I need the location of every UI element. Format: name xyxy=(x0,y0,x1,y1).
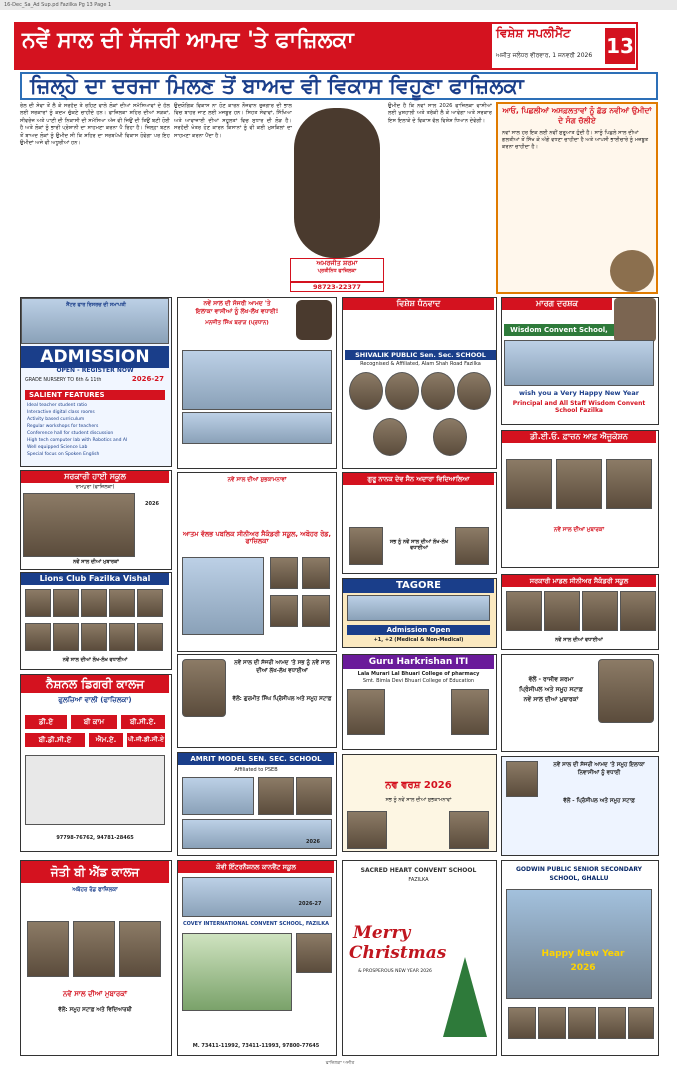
wish-name: ਮਨਜੀਤ ਸਿੰਘ ਬਰਾੜ (ਪ੍ਰਧਾਨ) xyxy=(205,320,269,326)
group-photo xyxy=(23,493,135,557)
feature-item: Well equipped Science Lab xyxy=(27,445,88,450)
aside-body: ਨਵਾਂ ਸਾਲ ਹਰ ਇਕ ਲਈ ਨਵੀਂ ਸ਼ੁਰੂਆਤ ਹੁੰਦੀ ਹੈ। ਸਾਨੂੰ ਪਿਛਲੇ ਸਾਲ ਦੀਆਂ ਗਲਤੀਆਂ ਤੋਂ ਸਿੱਖ ਕੇ ਅੱਗੇ ਵਧਣਾ ਚਾਹੀਦਾ ਹੈ ਅਤੇ ਆਪਸੀ ਭਾਈਚਾਰੇ ਨੂੰ ਮਜ਼ਬੂਤ ਕਰਨਾ ਚਾਹੀਦਾ ਹੈ। xyxy=(502,130,649,150)
lions-wish: ਨਵੇਂ ਸਾਲ ਦੀਆਂ ਲੱਖ-ਲੱਖ ਵਧਾਈਆਂ xyxy=(62,657,128,663)
person-photo xyxy=(628,1007,654,1039)
marg-title: ਮਾਰਗ ਦਰਸ਼ਕ xyxy=(502,298,612,310)
govt-sub: ਰਾਮਪੁਰਾ (ਫਾਜ਼ਿਲਕਾ) xyxy=(75,484,115,490)
principal-line-3: ਨਵੇਂ ਸਾਲ ਦੀਆਂ ਮੁਬਾਰਕਾਂ xyxy=(523,696,579,703)
person-photo xyxy=(538,1007,566,1039)
print-header: 16-Dec_Sa_Ad Sup.pd Fazilka Pg 13 Page 1 xyxy=(0,0,677,10)
ad-tagore xyxy=(342,578,497,648)
person-photo xyxy=(270,595,298,627)
person-photo xyxy=(606,459,652,509)
shivalik-sub: Recognised & Affiliated, Alam Shah Road Fazilka xyxy=(360,361,481,367)
marg-sign: Principal and All Staff Wisdom Convent School Fazilka xyxy=(512,400,646,414)
national-phone: 97798-76762, 94781-28465 xyxy=(56,835,134,841)
covey-eng: COVEY INTERNATIONAL CONVENT SCHOOL, FAZILKA xyxy=(183,921,329,927)
ad-principal xyxy=(501,654,659,752)
person-photo xyxy=(109,589,135,617)
person-photo xyxy=(373,418,407,456)
building-photo xyxy=(182,412,332,444)
person-photo xyxy=(270,557,298,589)
godwin-year: 2026 xyxy=(570,963,596,973)
wish-line-1: ਨਵੇਂ ਸਾਲ ਦੀ ਸੱਜਰੀ ਆਮਦ 'ਤੇ xyxy=(203,300,271,307)
ad-guru-nanak xyxy=(342,472,497,574)
person-photo xyxy=(620,591,656,631)
features-title: SALIENT FEATURES xyxy=(25,390,165,400)
nav-varsh-sub: ਸਭ ਨੂੰ ਨਵੇਂ ਸਾਲ ਦੀਆਂ ਸ਼ੁਭਕਾਮਨਾਵਾਂ xyxy=(385,797,452,803)
course-badge: ਬੀ ਕਾਮ xyxy=(71,715,117,729)
feature-item: Regular workshops for teachers xyxy=(27,424,99,429)
joti-wish: ਨਵੇਂ ਸਾਲ ਦੀਆਂ ਮੁਬਾਰਕਾਂ xyxy=(63,990,127,998)
tagore-classes: +1, +2 (Medical & Non-Medical) xyxy=(373,637,464,643)
school-building-photo xyxy=(182,877,332,917)
article-column-1: ਰੇਲ ਦੀ ਸੇਵਾ ਤੋਂ ਲੈ ਕੇ ਸਰਹੱਦ ਤੇ ਰਹਿਣ ਵਾਲੇ ਲੋਕਾਂ ਦੀਆਂ ਸਮੱਸਿਆਵਾਂ ਦੇ ਹੱਲ ਲਈ ਸਰਕਾਰਾਂ ਨੂੰ ਕਦਮ ਚੁੱਕਣੇ ਚਾਹੀਦੇ ਹਨ। ਫਾਜ਼ਿਲਕਾ ਸ਼ਹਿਰ ਦੀਆਂ ਸੜਕਾਂ, ਸੀਵਰੇਜ ਅਤੇ ਪਾਣੀ ਦੀ ਨਿਕਾਸੀ ਦੀ ਸਮੱਸਿਆ ਅੱਜ ਵੀ ਜਿਉਂ ਦੀ ਤਿਉਂ ਬਣੀ ਹੋਈ ਹੈ ਅਤੇ ਲੋਕਾਂ ਨੂੰ ਭਾਰੀ ਪ੍ਰੇਸ਼ਾਨੀ ਦਾ ਸਾਹਮਣਾ ਕਰਨਾ ਪੈ ਰਿਹਾ ਹੈ। ਜ਼ਿਲ੍ਹਾ ਬਣਨ ਤੋਂ ਬਾਅਦ ਲੋਕਾਂ ਨੂੰ ਉਮੀਦ ਸੀ ਕਿ ਸ਼ਹਿਰ ਦਾ ਸਰਬਪੱਖੀ ਵਿਕਾਸ ਹੋਵੇਗਾ ਪਰ ਇਹ ਉਮੀਦਾਂ ਅਜੇ ਵੀ ਅਧੂਰੀਆਂ ਹਨ। xyxy=(20,103,170,147)
ad-vishesh xyxy=(342,297,497,469)
covey-year: 2026-27 xyxy=(298,901,322,907)
person-photo xyxy=(109,623,135,651)
vishesh-text xyxy=(347,314,490,350)
amrit-sub: Affiliated to PSEB xyxy=(234,767,278,773)
nav-varsh-title: ਨਵ ਵਰਸ਼ 2026 xyxy=(385,780,452,791)
author-caption xyxy=(290,258,384,282)
person-photo xyxy=(296,933,332,973)
person-photo xyxy=(451,689,489,735)
supplement-box xyxy=(490,22,638,70)
admission-grade: GRADE NURSERY TO 6th & 11th xyxy=(25,378,102,383)
person-photo xyxy=(27,921,69,977)
lions-title: Lions Club Fazilka Vishal xyxy=(21,573,169,585)
person-photo xyxy=(53,589,79,617)
covey-title: ਕੋਵੀ ਇੰਟਰਨੈਸ਼ਨਲ ਕਾਨਵੈਂਟ ਸਕੂਲ xyxy=(178,861,334,873)
person-photo xyxy=(508,1007,536,1039)
person-photo xyxy=(598,659,654,723)
course-badge: ਬੀ.ਸੀ.ਏ. xyxy=(121,715,165,729)
campus-photo xyxy=(182,933,292,1011)
ad-janam xyxy=(501,756,659,856)
janam-by: ਵੱਲੋਂ - ਪ੍ਰਿੰਸੀਪਲ ਅਤੇ ਸਮੂਹ ਸਟਾਫ਼ xyxy=(563,798,635,804)
sarkari-title: ਸਰਕਾਰੀ ਮਾਡਲ ਸੀਨੀਅਰ ਸੈਕੰਡਰੀ ਸਕੂਲ xyxy=(502,575,656,587)
aside-photo xyxy=(610,250,654,292)
course-badge: ਬੀ.ਡੀ.ਸੀ.ਏ xyxy=(25,733,85,747)
author-role: ਪ੍ਰਤੀਨਿਧ ਫਾਜ਼ਿਲਕਾ xyxy=(317,268,357,274)
iti-sub2: Smt. Bimla Devi Bhuari College of Education xyxy=(362,678,475,684)
vishesh-title: ਵਿਸ਼ੇਸ਼ ਧੰਨਵਾਦ xyxy=(343,298,494,310)
christmas-tree-icon xyxy=(443,957,487,1037)
ad-admission xyxy=(20,297,172,467)
deo-wish: ਨਵੇਂ ਸਾਲ ਦੀਆਂ ਮੁਬਾਰਕਾਂ xyxy=(553,527,605,533)
guru-wish: ਸਭ ਨੂੰ ਨਵੇਂ ਸਾਲ ਦੀਆਂ ਲੱਖ-ਲੱਖ ਵਧਾਈਆਂ xyxy=(389,539,449,551)
feature-item: High tech computer lab with Robotics and AI xyxy=(27,438,128,443)
building-photo xyxy=(182,350,332,410)
ad-amrit-model xyxy=(177,752,337,856)
wisdom-title: Wisdom Convent School, xyxy=(504,324,614,336)
christmas-text: Christmas xyxy=(349,943,447,963)
person-photo xyxy=(137,623,163,651)
gurmeet-by: ਵੱਲੋਂ: ਗੁਰਮੀਤ ਸਿੰਘ ਪ੍ਰਿੰਸੀਪਲ ਅਤੇ ਸਮੂਹ ਸਟਾਫ਼ xyxy=(232,696,332,702)
person-photo xyxy=(81,623,107,651)
govt-title: ਸਰਕਾਰੀ ਹਾਈ ਸਕੂਲ xyxy=(21,471,169,483)
person-photo xyxy=(25,589,51,617)
atam-headline: ਨਵੇਂ ਸਾਲ ਦੀਆਂ ਸ਼ੁਭਕਾਮਨਾਵਾਂ xyxy=(227,477,287,483)
school-building-photo xyxy=(347,595,490,621)
person-photo xyxy=(296,300,332,340)
person-photo xyxy=(449,811,489,849)
person-photo xyxy=(433,418,467,456)
sacred-sub: FAZILKA xyxy=(408,877,429,883)
article-column-3: ਉਮੀਦ ਹੈ ਕਿ ਨਵਾਂ ਸਾਲ 2026 ਫਾਜ਼ਿਲਕਾ ਵਾਸੀਆਂ ਲਈ ਖੁਸ਼ਹਾਲੀ ਅਤੇ ਤਰੱਕੀ ਲੈ ਕੇ ਆਵੇਗਾ ਅਤੇ ਸਰਕਾਰ ਇਸ ਇਲਾਕੇ ਦੇ ਵਿਕਾਸ ਵੱਲ ਵਿਸ਼ੇਸ਼ ਧਿਆਨ ਦੇਵੇਗੀ। xyxy=(388,103,492,124)
govt-year: 2026 xyxy=(145,501,159,507)
ad-sarkari-model xyxy=(501,574,659,650)
joti-title: ਜੋਤੀ ਬੀ ਐੱਡ ਕਾਲਜ xyxy=(21,861,169,883)
school-building-photo xyxy=(504,340,654,386)
person-photo xyxy=(506,761,538,797)
sacred-ny: & PROSPEROUS NEW YEAR 2026 xyxy=(358,969,432,974)
person-photo xyxy=(582,591,618,631)
school-gate-photo xyxy=(182,557,264,635)
gurmeet-line: ਨਵੇਂ ਸਾਲ ਦੀ ਸੱਜਰੀ ਆਮਦ 'ਤੇ ਸਭ ਨੂੰ ਨਵੇਂ ਸਾਲ ਦੀਆਂ ਲੱਖ-ਲੱਖ ਵਧਾਈਆਂ xyxy=(234,660,330,674)
author-photo xyxy=(294,108,380,258)
covey-phone: M. 73411-11992, 73411-11993, 97800-77645 xyxy=(192,1043,320,1049)
page-footer: ਫਾਜ਼ਿਲਕਾ ਅਜੀਤ xyxy=(325,1061,355,1066)
ad-joti-bed xyxy=(20,860,172,1056)
person-photo xyxy=(568,1007,596,1039)
course-badge: ਪੀ.ਜੀ.ਡੀ.ਸੀ.ਏ xyxy=(127,733,165,747)
person-photo xyxy=(73,921,115,977)
school-building-photo xyxy=(506,889,652,999)
iti-title: Guru Harkrishan ITI xyxy=(343,655,494,669)
supplement-label: ਵਿਸ਼ੇਸ਼ ਸਪਲੀਮੈਂਟ xyxy=(496,26,571,40)
joti-by: ਵੱਲੋਂ: ਸਮੂਹ ਸਟਾਫ਼ ਅਤੇ ਵਿਦਿਆਰਥੀ xyxy=(58,1007,132,1013)
author-name: ਅਮਰਜੀਤ ਸ਼ਰਮਾ xyxy=(316,259,358,267)
masthead-title: ਨਵੇਂ ਸਾਲ ਦੀ ਸੱਜਰੀ ਆਮਦ 'ਤੇ ਫਾਜ਼ਿਲਕਾ xyxy=(14,22,490,70)
marg-wish: wish you a Very Happy New Year xyxy=(519,389,639,397)
article-column-2: ਉਦਯੋਗਿਕ ਵਿਕਾਸ ਨਾ ਹੋਣ ਕਾਰਨ ਨੌਜਵਾਨ ਰੁਜ਼ਗਾਰ ਦੀ ਭਾਲ ਵਿਚ ਬਾਹਰ ਜਾਣ ਲਈ ਮਜਬੂਰ ਹਨ। ਸਿਹਤ ਸੇਵਾਵਾਂ, ਸਿੱਖਿਆ ਅਤੇ ਆਵਾਜਾਈ ਦੀਆਂ ਸਹੂਲਤਾਂ ਵਿਚ ਸੁਧਾਰ ਦੀ ਲੋੜ ਹੈ। ਸਰਹੱਦੀ ਖੇਤਰ ਹੋਣ ਕਾਰਨ ਕਿਸਾਨਾਂ ਨੂੰ ਵੀ ਕਈ ਮੁਸ਼ਕਿਲਾਂ ਦਾ ਸਾਹਮਣਾ ਕਰਨਾ ਪੈਂਦਾ ਹੈ। xyxy=(174,103,292,139)
sacred-title: SACRED HEART CONVENT SCHOOL xyxy=(360,867,477,874)
sarkari-wish: ਨਵੇਂ ਸਾਲ ਦੀਆਂ ਵਧਾਈਆਂ xyxy=(555,637,603,643)
admission-year: 2026-27 xyxy=(131,375,165,383)
person-photo xyxy=(25,623,51,651)
course-badge: ਡੀ.ਏ xyxy=(25,715,67,729)
person-photo xyxy=(598,1007,626,1039)
ad-godwin xyxy=(501,860,659,1056)
ad-national-college xyxy=(20,674,172,852)
national-title: ਨੈਸ਼ਨਲ ਡਿਗਰੀ ਕਾਲਜ xyxy=(21,675,169,693)
ad-covey xyxy=(177,860,337,1056)
feature-item: Ideal teacher student ratio xyxy=(27,403,88,408)
person-photo xyxy=(347,689,385,735)
person-photo xyxy=(258,777,294,815)
guru-title: ਗੁਰੂ ਨਾਨਕ ਦੇਵ ਸੈਨ ਅਦਾਰਾ ਵਿਦਿਆਲਿਆ xyxy=(343,473,494,485)
ad-sacred-heart xyxy=(342,860,497,1056)
wish-line-2: ਇਲਾਕਾ ਵਾਸੀਆਂ ਨੂੰ ਲੱਖ-ਲੱਖ ਵਧਾਈ! xyxy=(195,308,279,315)
person-photo xyxy=(506,459,552,509)
tagore-admission: Admission Open xyxy=(347,625,490,635)
ad-govt-school xyxy=(20,470,172,570)
course-badge: ਐਮ.ਏ. xyxy=(89,733,123,747)
person-photo xyxy=(556,459,602,509)
person-photo xyxy=(385,372,419,410)
ad-lions-club xyxy=(20,572,172,670)
person-photo xyxy=(53,623,79,651)
national-sub: ਫੁਲਜ਼ਿਆਂ ਵਾਲੀ (ਫਾਜ਼ਿਲਕਾ) xyxy=(58,696,132,704)
author-phone: 98723-22377 xyxy=(290,282,384,292)
person-photo xyxy=(349,372,383,410)
features-list xyxy=(27,402,165,464)
merry-text: Merry xyxy=(353,923,411,943)
person-photo xyxy=(455,527,489,565)
ad-wish xyxy=(177,297,337,469)
person-photo xyxy=(506,591,542,631)
atam-title: ਆਤਮ ਵੱਲਭ ਪਬਲਿਕ ਸੀਨੀਅਰ ਸੈਕੰਡਰੀ ਸਕੂਲ, ਅਬੋਹਰ ਰੋਡ, ਫਾਜ਼ਿਲਕਾ xyxy=(183,530,331,545)
person-photo xyxy=(182,659,226,717)
ad-nav-varsh xyxy=(342,754,497,852)
admission-title: ADMISSION xyxy=(21,346,169,368)
ad-text-block xyxy=(25,755,165,825)
amrit-title: AMRIT MODEL SEN. SEC. SCHOOL xyxy=(178,753,334,765)
aside-heading: ਆਓ, ਪਿਛਲੀਆਂ ਅਸਫ਼ਲਤਾਵਾਂ ਨੂੰ ਛੱਡ ਨਵੀਆਂ ਉਮੀਦਾਂ ਦੇ ਸੰਗ ਚੱਲੀਏ xyxy=(502,106,652,125)
feature-item: Activity based curriculum xyxy=(27,417,85,422)
person-photo xyxy=(347,811,387,849)
person-photo xyxy=(119,921,161,977)
tagore-title: TAGORE xyxy=(343,579,494,593)
person-photo xyxy=(137,589,163,617)
admission-subtitle: OPEN - REGISTER NOW xyxy=(56,367,134,374)
school-building-photo xyxy=(182,777,254,815)
govt-wish: ਨਵੇਂ ਸਾਲ ਦੀਆਂ ਮੁਬਾਰਕਾਂ xyxy=(73,559,119,565)
person-photo xyxy=(296,777,332,815)
dateline: ਅਜੀਤ ਜਲੰਧਰ ਵੀਰਵਾਰ, 1 ਜਨਵਰੀ 2026 xyxy=(496,52,593,59)
person-photo xyxy=(302,557,330,589)
person-photo xyxy=(81,589,107,617)
principal-line-2: ਪ੍ਰਿੰਸੀਪਲ ਅਤੇ ਸਮੂਹ ਸਟਾਫ਼ xyxy=(519,686,583,693)
person-photo xyxy=(544,591,580,631)
shivalik-title: SHIVALIK PUBLIC Sen. Sec. SCHOOL xyxy=(345,350,496,360)
godwin-ny: Happy New Year xyxy=(541,949,625,959)
person-photo xyxy=(457,372,491,410)
amrit-year: 2026 xyxy=(306,839,320,845)
feature-item: Interactive digital class rooms xyxy=(27,410,95,415)
ad-marg xyxy=(501,297,659,425)
ad-iti xyxy=(342,654,497,750)
page-number: 13 xyxy=(605,28,635,64)
principal-line-1: ਵੱਲੋਂ - ਰਾਜੀਵ ਸ਼ਰਮਾ xyxy=(528,676,574,683)
person-photo xyxy=(349,527,383,565)
deo-title: ਡੀ.ਈ.ਓ. ਫ਼ਾਜ਼ਨ ਆਫ਼ ਐਜੂਕੇਸ਼ਨ xyxy=(502,431,656,443)
ad-deo xyxy=(501,430,659,568)
joti-sub: ਅਬੋਹਰ ਰੋਡ ਫਾਜ਼ਿਲਕਾ xyxy=(72,887,118,893)
feature-item: Special focus on Spoken English xyxy=(27,452,100,457)
guru-text xyxy=(347,489,490,529)
person-photo xyxy=(614,298,656,342)
person-photo xyxy=(421,372,455,410)
editorial-aside xyxy=(496,102,658,294)
person-photo xyxy=(302,595,330,627)
feature-item: Conference hall for student discussion xyxy=(27,431,114,436)
godwin-title: GODWIN PUBLIC SENIOR SECONDARY SCHOOL, GHALLU xyxy=(515,866,643,882)
atam-text xyxy=(182,487,332,527)
ad-admission-label: ਸੈਂਟਰ ਫਾਰ ਰਿਸਰਚ ਦੀ ਸਮਾਪਤੀ xyxy=(66,302,126,308)
lead-headline: ਜ਼ਿਲ੍ਹੇ ਦਾ ਦਰਜਾ ਮਿਲਣ ਤੋਂ ਬਾਅਦ ਵੀ ਵਿਕਾਸ ਵਿਹੂਣਾ ਫਾਜ਼ਿਲਕਾ xyxy=(20,72,658,100)
ad-gurmeet xyxy=(177,654,337,748)
iti-sub: Lala Murari Lal Bhuari College of pharmacy xyxy=(357,671,480,677)
janam-line: ਨਵੇਂ ਸਾਲ ਦੀ ਸੱਜਰੀ ਆਮਦ 'ਤੇ ਸਮੂਹ ਇਲਾਕਾ ਨਿਵਾਸੀਆਂ ਨੂੰ ਵਧਾਈ xyxy=(553,762,645,776)
ad-atam-vallabh xyxy=(177,472,337,652)
